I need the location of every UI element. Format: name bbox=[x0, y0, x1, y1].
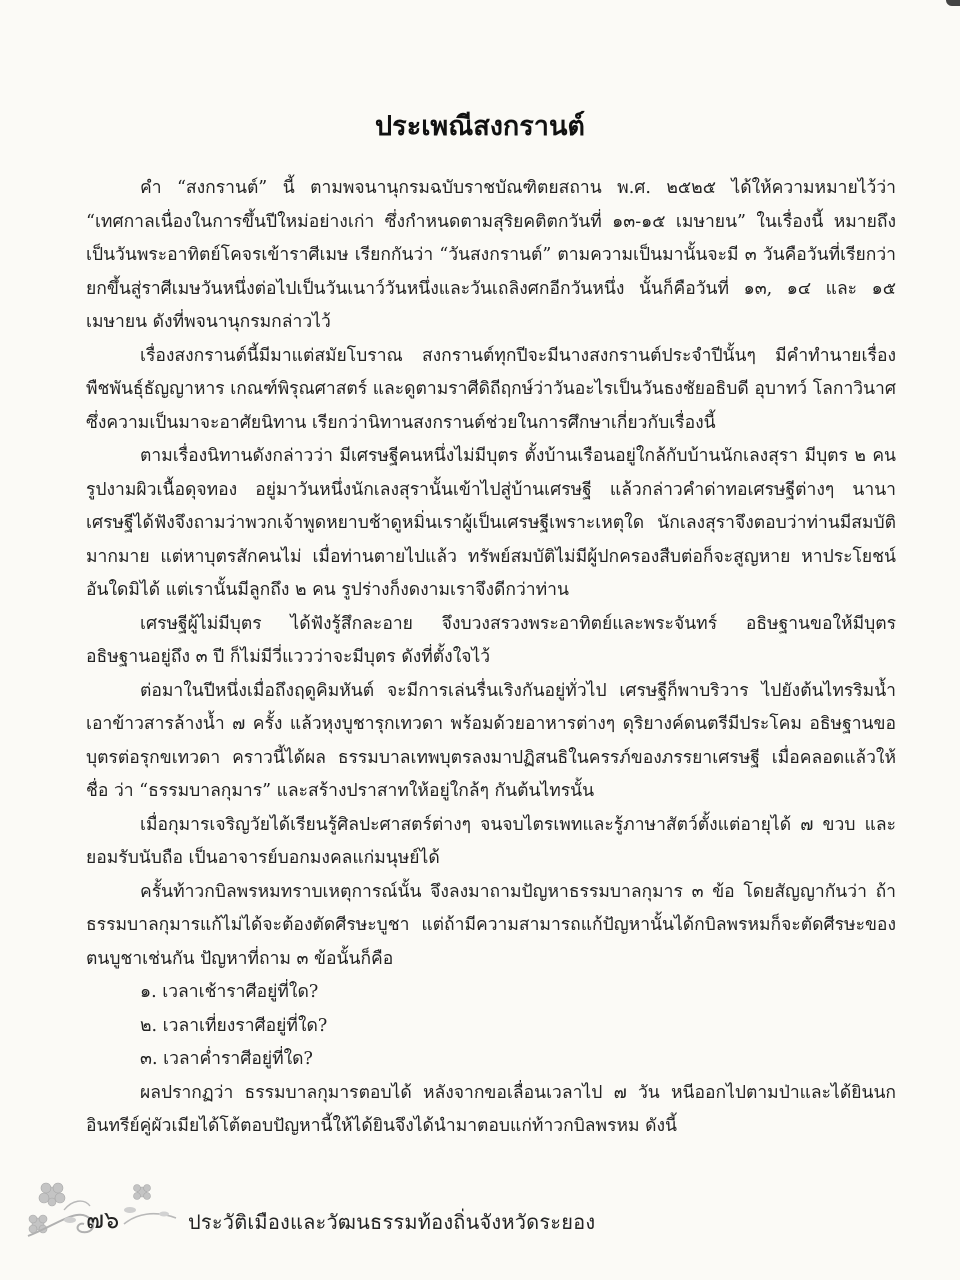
document-body bbox=[86, 172, 896, 1144]
paragraph-7: ครั้นท้าวกบิลพรหมทราบเหตุการณ์นั้น จึงลงมาถามปัญหาธรรมบาลกุมาร ๓ ข้อ โดยสัญญากันว่า ถ้าธรรมบาลกุมารแก้ไม่ได้จะต้องตัดศีรษะบูชา แต่ถ้ามีความสามารถแก้ปัญหานั้นได้กบิลพรหมก็จะตัดศีรษะของตนบูชาเช่นกัน ปัญหาที่ถาม ๓ ข้อนั้นก็คือ bbox=[86, 881, 896, 969]
paragraph-1: คำ “สงกรานต์” นี้ ตามพจนานุกรมฉบับราชบัณฑิตยสถาน พ.ศ. ๒๕๒๕ ได้ให้ความหมายไว้ว่า “เทศกาลเนื่องในการขึ้นปีใหม่อย่างเก่า ซึ่งกำหนดตามสุริยคติตกวันที่ ๑๓-๑๕ เมษายน” ในเรื่องนี้ หมายถึงเป็นวันพระอาทิตย์โคจรเข้าราศีเมษ เรียกกันว่า “วันสงกรานต์” ตามความเป็นมานั้นจะมี ๓ วันคือวันที่เรียกว่า ยกขึ้นสู่ราศีเมษวันหนึ่งต่อไปเป็นวันเนาว์วันหนึ่งและวันเถลิงศกอีกวันหนึ่ง นั้นก็คือวันที่ ๑๓, ๑๔ และ ๑๕ เมษายน ดังที่พจนานุกรมกล่าวไว้ bbox=[86, 178, 896, 332]
paragraph-4: เศรษฐีผู้ไม่มีบุตร ได้ฟังรู้สึกละอาย จึงบวงสรวงพระอาทิตย์และพระจันทร์ อธิษฐานขอให้มีบุตร อธิษฐานอยู่ถึง ๓ ปี ก็ไม่มีวี่แววว่าจะมีบุตร ดังที่ตั้งใจไว้ bbox=[86, 613, 896, 667]
list-item-2: ๒. เวลาเที่ยงราศีอยู่ที่ใด? bbox=[140, 1015, 328, 1036]
page-number: ๗๖ bbox=[86, 1206, 120, 1234]
paragraph-6: เมื่อกุมารเจริญวัยได้เรียนรู้ศิลปะศาสตร์ต่างๆ จนจบไตรเพทและรู้ภาษาสัตว์ตั้งแต่อายุได้ ๗ ขวบ และยอมรับนับถือ เป็นอาจารย์บอกมงคลแก่มนุษย์ได้ bbox=[86, 814, 896, 868]
book-title: ประวัติเมืองและวัฒนธรรมท้องถิ่นจังหวัดระยอง bbox=[188, 1210, 596, 1234]
page-title: ประเพณีสงกรานต์ bbox=[375, 111, 585, 142]
page-footer bbox=[0, 1180, 960, 1250]
list-item-1: ๑. เวลาเช้าราศีอยู่ที่ใด? bbox=[140, 982, 319, 1002]
paragraph-2: เรื่องสงกรานต์นี้มีมาแต่สมัยโบราณ สงกรานต์ทุกปีจะมีนางสงกรานต์ประจำปีนั้นๆ มีคำทำนายเรื่องพืชพันธุ์ธัญญาหาร เกณฑ์พิรุณศาสตร์ และดูตามราศีดิถีฤกษ์ว่าวันอะไรเป็นวันธงชัยอธิบดี อุบาทว์ โลกาวินาศ ซึ่งความเป็นมาจะอาศัยนิทาน เรียกว่านิทานสงกรานต์ช่วยในการศึกษาเกี่ยวกับเรื่องนี้ bbox=[86, 345, 896, 433]
closing-paragraph: ผลปรากฏว่า ธรรมบาลกุมารตอบได้ หลังจากขอเลื่อนเวลาไป ๗ วัน หนีออกไปตามป่าและได้ยินนกอินทรีย์คู่ผัวเมียได้โต้ตอบปัญหานี้ให้ได้ยินจึงได้นำมาตอบแก่ท้าวกบิลพรหม ดังนี้ bbox=[86, 1082, 896, 1136]
paragraph-5: ต่อมาในปีหนึ่งเมื่อถึงฤดูคิมหันต์ จะมีการเล่นรื่นเริงกันอยู่ทั่วไป เศรษฐีก็พาบริวาร ไปยังต้นไทรริมน้ำ เอาข้าวสารล้างน้ำ ๗ ครั้ง แล้วหุงบูชารุกเทวดา พร้อมด้วยอาหารต่างๆ ดุริยางค์ดนตรีมีประโคม อธิษฐานขอบุตรต่อรุกขเทวดา คราวนี้ได้ผล ธรรมบาลเทพบุตรลงมาปฏิสนธิในครรภ์ของภรรยาเศรษฐี เมื่อคลอดแล้วให้ชื่อ ว่า “ธรรมบาลกุมาร” และสร้างปราสาทให้อยู่ใกล้ๆ กันต้นไทรนั้น bbox=[86, 680, 896, 801]
list-item-3: ๓. เวลาค่ำราศีอยู่ที่ใด? bbox=[140, 1049, 313, 1069]
corner-mark bbox=[946, 0, 960, 6]
paragraph-3: ตามเรื่องนิทานดังกล่าวว่า มีเศรษฐีคนหนึ่งไม่มีบุตร ตั้งบ้านเรือนอยู่ใกล้กับบ้านนักเลงสุรา มีบุตร ๒ คน รูปงามผิวเนื้อดุจทอง อยู่มาวันหนึ่งนักเลงสุรานั้นเข้าไปสู่บ้านเศรษฐี แล้วกล่าวคำด่าทอเศรษฐีต่างๆ นานา เศรษฐีได้ฟังจึงถามว่าพวกเจ้าพูดหยาบช้าดูหมิ่นเราผู้เป็นเศรษฐีเพราะเหตุใด นักเลงสุราจึงตอบว่าท่านมีสมบัติมากมาย แต่หาบุตรสักคนไม่ เมื่อท่านตายไปแล้ว ทรัพย์สมบัติไม่มีผู้ปกครองสืบต่อก็จะสูญหาย หาประโยชน์อันใดมิได้ แต่เรานั้นมีลูกถึง ๒ คน รูปร่างก็งดงามเราจึงดีกว่าท่าน bbox=[86, 446, 896, 600]
